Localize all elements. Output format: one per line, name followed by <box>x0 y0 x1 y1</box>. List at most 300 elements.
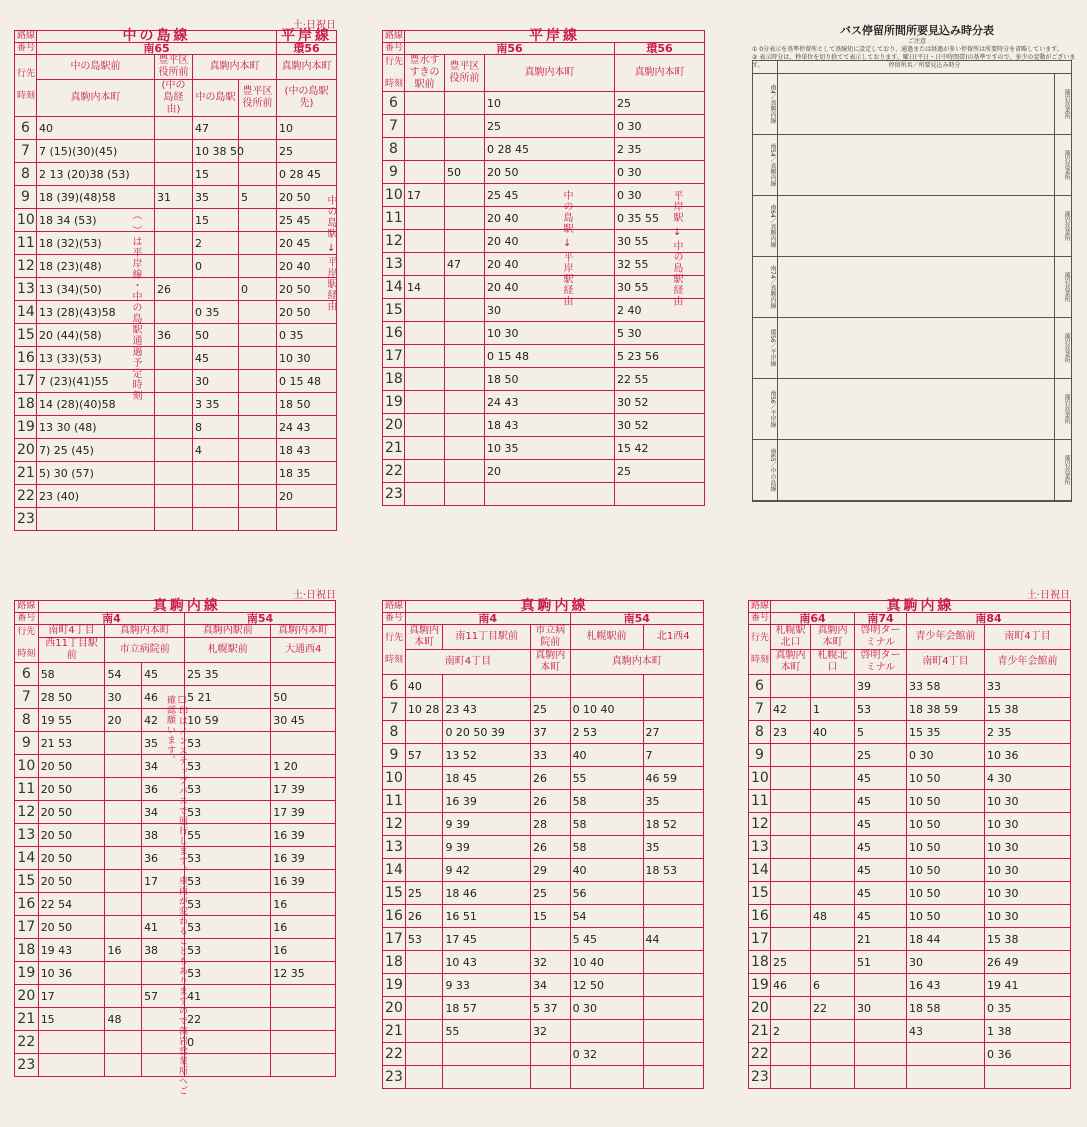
ref-band-office: 藻岩営業所 <box>1054 379 1071 439</box>
minutes-cell: 16 39 <box>271 870 336 893</box>
dest-2: 真駒内本町 <box>105 625 185 638</box>
hour-cell: 10 <box>383 184 405 207</box>
minutes-cell: 18 57 <box>443 997 531 1020</box>
minutes-cell: 4 30 <box>985 767 1071 790</box>
minutes-cell: 25 45 <box>277 209 337 232</box>
ref-band <box>753 440 1071 501</box>
hour-cell: 9 <box>749 744 771 767</box>
ref-band-label: 環56／平岸線 <box>753 318 778 378</box>
dest-2: 豊平区役所前 <box>445 55 485 92</box>
hour-cell: 23 <box>15 1054 39 1077</box>
timetable-row <box>15 209 337 232</box>
minutes-cell: 35 <box>142 732 185 755</box>
minutes-cell: 40 <box>570 859 643 882</box>
minutes-cell <box>530 1066 570 1089</box>
hour-cell: 7 <box>15 140 37 163</box>
hour-cell: 16 <box>749 905 771 928</box>
timetable-row <box>383 460 705 483</box>
route-number-2: 南74 <box>855 613 907 625</box>
timetable-makomanai-1 <box>14 590 336 1115</box>
timetable-makomanai-3 <box>748 590 1070 1115</box>
hour-cell: 8 <box>383 721 406 744</box>
dest-4: 青少年会館前 <box>907 625 985 650</box>
minutes-cell: 56 <box>570 882 643 905</box>
minutes-cell <box>771 1043 811 1066</box>
timetable-row <box>383 675 704 698</box>
minutes-cell: 13 52 <box>443 744 531 767</box>
minutes-cell: 26 <box>155 278 193 301</box>
hour-cell: 11 <box>749 790 771 813</box>
minutes-cell <box>643 1020 704 1043</box>
minutes-cell: 45 <box>855 813 907 836</box>
hour-cell: 19 <box>383 974 406 997</box>
minutes-cell <box>771 928 811 951</box>
timetable-row <box>15 232 337 255</box>
hour-cell: 6 <box>383 675 406 698</box>
minutes-cell <box>445 138 485 161</box>
number-label: 番号 <box>15 43 37 55</box>
hour-cell: 10 <box>749 767 771 790</box>
minutes-cell <box>811 767 855 790</box>
route-number: 南65 <box>37 43 277 55</box>
minutes-cell <box>105 893 142 916</box>
minutes-cell: 46 <box>771 974 811 997</box>
minutes-cell: 26 <box>405 905 443 928</box>
minutes-cell: 18 43 <box>277 439 337 462</box>
timetable-row <box>383 859 704 882</box>
minutes-cell <box>445 276 485 299</box>
minutes-cell: 36 <box>155 324 193 347</box>
minutes-cell <box>271 1054 336 1077</box>
minutes-cell <box>771 813 811 836</box>
timetable-row <box>383 437 705 460</box>
minutes-cell: 47 <box>193 117 239 140</box>
minutes-cell: 1 38 <box>985 1020 1071 1043</box>
minutes-cell <box>105 916 142 939</box>
hour-cell: 12 <box>749 813 771 836</box>
minutes-cell <box>193 462 239 485</box>
hour-cell: 8 <box>749 721 771 744</box>
minutes-cell <box>643 997 704 1020</box>
minutes-cell: 0 30 <box>907 744 985 767</box>
ref-band-body <box>778 74 1054 134</box>
minutes-cell: 0 35 55 <box>615 207 705 230</box>
minutes-cell: 34 <box>142 801 185 824</box>
minutes-cell <box>811 836 855 859</box>
timetable-row <box>383 138 705 161</box>
minutes-cell: 9 39 <box>443 836 531 859</box>
dest-5: 南町4丁目 <box>985 625 1071 650</box>
minutes-cell: 30 45 <box>271 709 336 732</box>
minutes-cell <box>155 347 193 370</box>
timetable-row <box>383 813 704 836</box>
minutes-cell <box>38 1031 105 1054</box>
timetable-row <box>383 322 705 345</box>
hour-cell: 18 <box>749 951 771 974</box>
minutes-cell <box>239 485 277 508</box>
route-label: 路線 <box>383 601 406 613</box>
minutes-cell: 25 <box>615 460 705 483</box>
minutes-cell <box>239 370 277 393</box>
timetable-row <box>383 230 705 253</box>
minutes-cell: 18 (32)(53) <box>37 232 155 255</box>
timetable-row <box>749 859 1071 882</box>
minutes-cell: 18 50 <box>277 393 337 416</box>
minutes-cell: 20 40 <box>485 207 615 230</box>
stop-1: 真駒内本町 <box>771 650 811 675</box>
minutes-cell: 48 <box>105 1008 142 1031</box>
dest-label: 行先 時刻 <box>15 55 37 117</box>
dest-2: 真駒内本町 <box>811 625 855 650</box>
minutes-cell <box>239 255 277 278</box>
hour-cell: 18 <box>15 939 39 962</box>
minutes-cell: 2 13 (20)38 (53) <box>37 163 155 186</box>
minutes-cell: 16 39 <box>271 824 336 847</box>
minutes-cell <box>771 744 811 767</box>
minutes-cell <box>643 675 704 698</box>
minutes-cell <box>643 1043 704 1066</box>
minutes-cell <box>445 322 485 345</box>
minutes-cell: 30 <box>105 686 142 709</box>
dest-1: 南町4丁目 <box>38 625 105 638</box>
minutes-cell <box>643 974 704 997</box>
minutes-cell <box>445 207 485 230</box>
minutes-cell: 16 <box>105 939 142 962</box>
minutes-cell <box>193 278 239 301</box>
timetable-row <box>15 462 337 485</box>
minutes-cell: 17 <box>38 985 105 1008</box>
ref-band-office: 藻岩営業所 <box>1054 440 1071 500</box>
minutes-cell: 15 <box>530 905 570 928</box>
minutes-cell: 5 30 <box>615 322 705 345</box>
hour-cell: 8 <box>15 709 39 732</box>
stop-3: 啓明ターミナル <box>855 650 907 675</box>
hour-cell: 9 <box>15 186 37 209</box>
hour-cell: 20 <box>15 439 37 462</box>
minutes-cell: 45 <box>855 859 907 882</box>
hour-cell: 18 <box>383 368 405 391</box>
hour-cell: 23 <box>383 483 405 506</box>
minutes-cell: 0 20 50 39 <box>443 721 531 744</box>
minutes-cell <box>405 138 445 161</box>
minutes-cell: 20 50 <box>38 916 105 939</box>
minutes-cell <box>811 882 855 905</box>
minutes-cell: 31 <box>155 186 193 209</box>
minutes-cell: 45 <box>142 663 185 686</box>
minutes-cell <box>771 882 811 905</box>
hour-cell: 7 <box>15 686 39 709</box>
minutes-cell: 19 43 <box>38 939 105 962</box>
timetable-row <box>383 253 705 276</box>
minutes-cell <box>239 117 277 140</box>
hour-cell: 16 <box>383 905 406 928</box>
minutes-cell: 8 <box>193 416 239 439</box>
ref-grid <box>752 60 1072 502</box>
minutes-cell: 45 <box>855 836 907 859</box>
minutes-cell: 20 50 <box>277 186 337 209</box>
ref-band <box>753 196 1071 257</box>
minutes-cell <box>155 485 193 508</box>
minutes-cell: 10 30 <box>277 347 337 370</box>
minutes-cell: 10 50 <box>907 767 985 790</box>
minutes-cell <box>811 813 855 836</box>
minutes-cell: 20 50 <box>485 161 615 184</box>
minutes-cell <box>811 1066 855 1089</box>
hour-cell: 23 <box>749 1066 771 1089</box>
timetable-row <box>383 905 704 928</box>
minutes-cell: 7 (23)(41)55 <box>37 370 155 393</box>
minutes-cell: 0 30 <box>615 161 705 184</box>
minutes-cell <box>855 1043 907 1066</box>
via-4: 豊平区役所前 <box>239 80 277 117</box>
minutes-cell: 20 40 <box>485 253 615 276</box>
minutes-cell: 0 30 <box>570 997 643 1020</box>
minutes-cell: 57 <box>405 744 443 767</box>
minutes-cell: 7) 25 (45) <box>37 439 155 462</box>
minutes-cell: 5 21 <box>185 686 271 709</box>
minutes-cell <box>855 974 907 997</box>
hour-cell: 10 <box>15 209 37 232</box>
minutes-cell <box>530 928 570 951</box>
dest-2: 南11丁目駅前 <box>443 625 531 650</box>
timetable-row <box>15 278 337 301</box>
hour-cell: 8 <box>15 163 37 186</box>
minutes-cell: 18 44 <box>907 928 985 951</box>
minutes-cell: 30 <box>855 997 907 1020</box>
minutes-cell <box>570 1066 643 1089</box>
hour-cell: 6 <box>749 675 771 698</box>
minutes-cell <box>811 928 855 951</box>
minutes-cell: 16 <box>271 916 336 939</box>
hour-cell: 20 <box>749 997 771 1020</box>
timetable-row <box>749 882 1071 905</box>
minutes-cell: 0 30 <box>615 115 705 138</box>
minutes-cell: 30 <box>193 370 239 393</box>
minutes-cell <box>193 508 239 531</box>
minutes-cell <box>405 368 445 391</box>
minutes-cell: 46 <box>142 686 185 709</box>
route-label: 路線 <box>15 601 39 613</box>
minutes-cell <box>445 483 485 506</box>
minutes-cell <box>405 790 443 813</box>
timetable-row <box>383 1043 704 1066</box>
minutes-cell <box>811 744 855 767</box>
line-title: 真駒内線 <box>405 601 703 613</box>
minutes-cell: 32 55 <box>615 253 705 276</box>
timetable-row <box>383 115 705 138</box>
hour-cell: 20 <box>383 997 406 1020</box>
hour-cell: 16 <box>15 893 39 916</box>
hour-cell: 8 <box>383 138 405 161</box>
hour-cell: 9 <box>15 732 39 755</box>
dest-5: 北1西4 <box>643 625 704 650</box>
minutes-cell <box>570 675 643 698</box>
timetable-row <box>383 1066 704 1089</box>
minutes-cell <box>811 1020 855 1043</box>
timetable-row <box>383 767 704 790</box>
number-label: 番号 <box>383 613 406 625</box>
minutes-cell <box>643 951 704 974</box>
minutes-cell: 16 <box>271 893 336 916</box>
minutes-cell: 20 40 <box>485 276 615 299</box>
minutes-cell: 30 52 <box>615 414 705 437</box>
minutes-cell <box>239 232 277 255</box>
minutes-cell: 20 40 <box>485 230 615 253</box>
minutes-cell: 10 36 <box>985 744 1071 767</box>
minutes-cell: 9 39 <box>443 813 531 836</box>
via-3: 中の島駅 <box>193 80 239 117</box>
minutes-cell: 25 <box>405 882 443 905</box>
minutes-cell: 20 <box>277 485 337 508</box>
note-vertical: （ ）は平岸線・中の島駅通過予定時刻 <box>130 210 141 402</box>
timetable-row <box>383 299 705 322</box>
hour-cell: 22 <box>383 1043 406 1066</box>
minutes-cell: 20 50 <box>38 824 105 847</box>
minutes-cell <box>643 882 704 905</box>
hour-cell: 22 <box>383 460 405 483</box>
minutes-cell: 50 <box>193 324 239 347</box>
minutes-cell <box>811 1043 855 1066</box>
minutes-cell: 23 (40) <box>37 485 155 508</box>
route-number-2: 環56 <box>277 43 337 55</box>
hour-cell: 22 <box>749 1043 771 1066</box>
stop-4: 南町4丁目 <box>907 650 985 675</box>
ref-band-body <box>778 196 1054 256</box>
minutes-cell: 40 <box>37 117 155 140</box>
hour-cell: 9 <box>383 161 405 184</box>
hour-cell: 17 <box>383 928 406 951</box>
timetable-row <box>749 813 1071 836</box>
ref-band-label: 南56／平岸線 <box>753 379 778 439</box>
minutes-cell: 26 49 <box>985 951 1071 974</box>
minutes-cell: 10 30 <box>985 836 1071 859</box>
minutes-cell <box>271 1008 336 1031</box>
timetable-row <box>15 117 337 140</box>
minutes-cell: 0 32 <box>570 1043 643 1066</box>
minutes-cell: 14 <box>405 276 445 299</box>
minutes-cell: 2 35 <box>985 721 1071 744</box>
minutes-cell <box>530 1043 570 1066</box>
minutes-cell: 30 <box>907 951 985 974</box>
timetable-row <box>749 1043 1071 1066</box>
note-vertical-2: 平岸駅 → 中の島駅経由 <box>671 190 682 307</box>
minutes-cell <box>985 1066 1071 1089</box>
minutes-cell <box>155 508 193 531</box>
minutes-cell <box>239 462 277 485</box>
timetable-row <box>383 928 704 951</box>
minutes-cell: 10 50 <box>907 859 985 882</box>
minutes-cell: 17 <box>142 870 185 893</box>
ref-band-office: 藻岩営業所 <box>1054 135 1071 195</box>
minutes-cell: 18 (23)(48) <box>37 255 155 278</box>
note-vertical: □印はノンステップバスで運行します。車両が変わることもありますので藻岩営業所へご確認願います。 <box>165 695 187 1096</box>
minutes-cell <box>643 905 704 928</box>
minutes-cell: 32 <box>530 951 570 974</box>
minutes-cell <box>811 859 855 882</box>
travel-time-reference <box>752 0 1082 560</box>
minutes-cell <box>445 230 485 253</box>
minutes-cell: 20 50 <box>38 801 105 824</box>
timetable-row <box>749 905 1071 928</box>
minutes-cell <box>405 253 445 276</box>
minutes-cell: 21 53 <box>38 732 105 755</box>
hour-cell: 21 <box>383 437 405 460</box>
timetable-row <box>15 163 337 186</box>
hour-cell: 17 <box>749 928 771 951</box>
minutes-cell <box>155 209 193 232</box>
dest-label: 行先 時刻 <box>749 625 771 675</box>
route-number: 南64 <box>771 613 855 625</box>
hour-cell: 6 <box>15 117 37 140</box>
ref-band-body <box>778 257 1054 317</box>
hour-cell: 15 <box>383 882 406 905</box>
hour-cell: 7 <box>383 115 405 138</box>
minutes-cell: 13 (34)(50) <box>37 278 155 301</box>
timetable-row <box>15 324 337 347</box>
route-number-2: 南54 <box>570 613 703 625</box>
hour-cell: 6 <box>383 92 405 115</box>
minutes-cell: 0 36 <box>985 1043 1071 1066</box>
dest-3: 啓明ターミナル <box>855 625 907 650</box>
minutes-cell <box>185 1054 271 1077</box>
minutes-cell <box>445 345 485 368</box>
minutes-cell: 35 <box>193 186 239 209</box>
minutes-cell: 22 <box>811 997 855 1020</box>
route-label: 路線 <box>383 31 405 43</box>
timetable-row <box>15 255 337 278</box>
route-number: 南4 <box>405 613 570 625</box>
minutes-cell <box>445 437 485 460</box>
timetable-row <box>383 997 704 1020</box>
minutes-cell <box>105 962 142 985</box>
minutes-cell: 25 45 <box>485 184 615 207</box>
minutes-cell <box>155 140 193 163</box>
timetable-row <box>15 301 337 324</box>
minutes-cell: 10 28 <box>405 698 443 721</box>
minutes-cell: 53 <box>185 870 271 893</box>
minutes-cell <box>405 414 445 437</box>
dest-4: 真駒内本町 <box>271 625 336 638</box>
minutes-cell: 9 42 <box>443 859 531 882</box>
hour-cell: 20 <box>383 414 405 437</box>
hour-cell: 21 <box>749 1020 771 1043</box>
ref-band-office: 藻岩営業所 <box>1054 196 1071 256</box>
minutes-cell: 41 <box>142 916 185 939</box>
via-5: (中の島駅先) <box>277 80 337 117</box>
timetable-row <box>15 186 337 209</box>
minutes-cell: 41 <box>185 985 271 1008</box>
minutes-cell: 17 39 <box>271 801 336 824</box>
timetable-row <box>15 508 337 531</box>
minutes-cell: 50 <box>271 686 336 709</box>
timetable-row <box>749 721 1071 744</box>
minutes-cell <box>155 255 193 278</box>
ref-band <box>753 257 1071 318</box>
hour-cell: 17 <box>15 916 39 939</box>
minutes-cell <box>811 675 855 698</box>
minutes-cell: 19 55 <box>38 709 105 732</box>
minutes-cell: 35 <box>643 836 704 859</box>
minutes-cell <box>239 301 277 324</box>
minutes-cell: 0 30 <box>615 184 705 207</box>
minutes-cell: 28 <box>530 813 570 836</box>
stop-1: 南町4丁目 <box>405 650 530 675</box>
minutes-cell: 34 <box>142 755 185 778</box>
minutes-cell: 26 <box>530 767 570 790</box>
route-number-3: 南84 <box>907 613 1071 625</box>
minutes-cell: 1 20 <box>271 755 336 778</box>
minutes-cell: 36 <box>142 847 185 870</box>
